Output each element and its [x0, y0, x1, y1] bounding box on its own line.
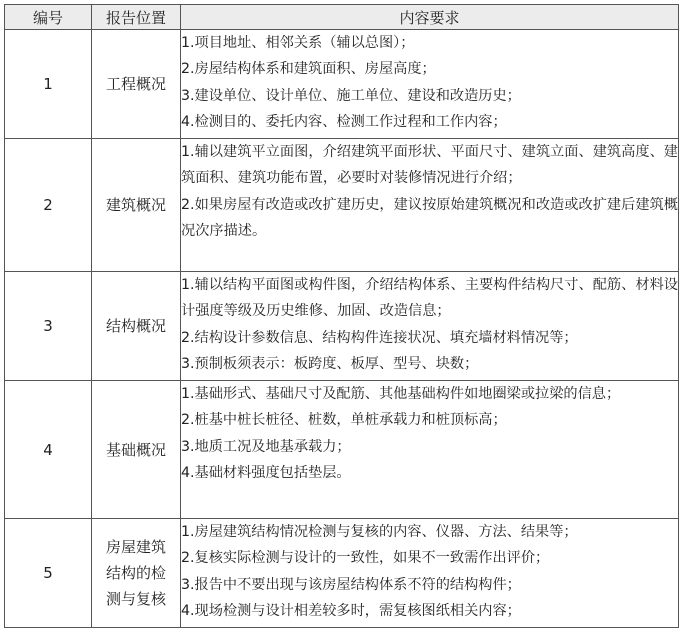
requirement-item: 1.辅以建筑平立面图，介绍建筑平面形状、平面尺寸、建筑立面、建筑高度、建筑面积、建筑功能布置，必要时对装修情况进行介绍；: [181, 144, 678, 187]
row-requirements: [181, 272, 679, 381]
requirement-item: 4.检测目的、委托内容、检测工作过程和工作内容；: [181, 114, 507, 131]
position-line: 测与复核: [105, 590, 166, 608]
row-number: 1: [5, 30, 92, 139]
row-position: 建筑概况: [92, 139, 181, 272]
row-requirements: [181, 30, 679, 139]
row-requirements: [181, 519, 679, 628]
table-header-row: [5, 5, 679, 30]
row-requirements: [181, 139, 679, 272]
requirement-item: 2.如果房屋有改造或改扩建历史，建议按原始建筑概况和改造或改扩建后建筑概况次序描述。: [181, 196, 678, 240]
requirement-item: 2.结构设计参数信息、结构构件连接状况、填充墙材料情况等；: [181, 329, 578, 346]
requirement-item: 4.基础材料强度包括垫层。: [181, 465, 351, 482]
requirement-item: 1.辅以结构平面图或构件图，介绍结构体系、主要构件结构尺寸、配筋、材料设计强度等级及历史维修、加固、改造信息；: [181, 277, 678, 320]
row-position: 基础概况: [92, 381, 181, 519]
position-line: 房屋建筑: [105, 538, 166, 556]
row-position: 结构概况: [92, 272, 181, 381]
row-position: [92, 519, 181, 628]
requirement-item: 3.地质工况及地基承载力；: [181, 438, 351, 455]
requirement-item: 2.房屋结构体系和建筑面积、房屋高度；: [181, 61, 436, 78]
requirement-item: 3.建设单位、设计单位、施工单位、建设和改造历史；: [181, 87, 521, 104]
row-requirements: [181, 381, 679, 519]
table-row: [5, 381, 679, 519]
table-row: [5, 139, 679, 272]
row-number: 5: [5, 519, 92, 628]
table-row: [5, 519, 679, 628]
row-position: 工程概况: [92, 30, 181, 139]
requirements-table: [4, 4, 679, 628]
requirement-item: 1.房屋建筑结构情况检测与复核的内容、仪器、方法、结果等；: [181, 524, 578, 540]
row-number: 2: [5, 139, 92, 272]
requirement-item: 1.项目地址、相邻关系（辅以总图）；: [181, 35, 415, 51]
requirement-item: 3.预制板须表示：板跨度、板厚、型号、块数；: [181, 356, 479, 373]
requirement-item: 4.现场检测与设计相差较多时，需复核图纸相关内容；: [181, 603, 521, 620]
row-number: 3: [5, 272, 92, 381]
header-report-position: 报告位置: [92, 5, 181, 30]
requirement-item: 2.桩基中桩长桩径、桩数，单桩承载力和桩顶标高；: [181, 412, 507, 429]
header-number: 编号: [5, 5, 92, 30]
requirement-item: 3.报告中不要出现与该房屋结构体系不符的结构构件；: [181, 576, 521, 593]
header-content-requirements: 内容要求: [181, 5, 679, 30]
table-row: [5, 272, 679, 381]
table-row: [5, 30, 679, 139]
row-number: 4: [5, 381, 92, 519]
position-line: 结构的检: [105, 564, 166, 582]
requirement-item: 2.复核实际检测与设计的一致性，如果不一致需作出评价；: [181, 550, 550, 567]
requirement-item: 1.基础形式、基础尺寸及配筋、其他基础构件如地圈梁或拉梁的信息；: [181, 386, 621, 402]
